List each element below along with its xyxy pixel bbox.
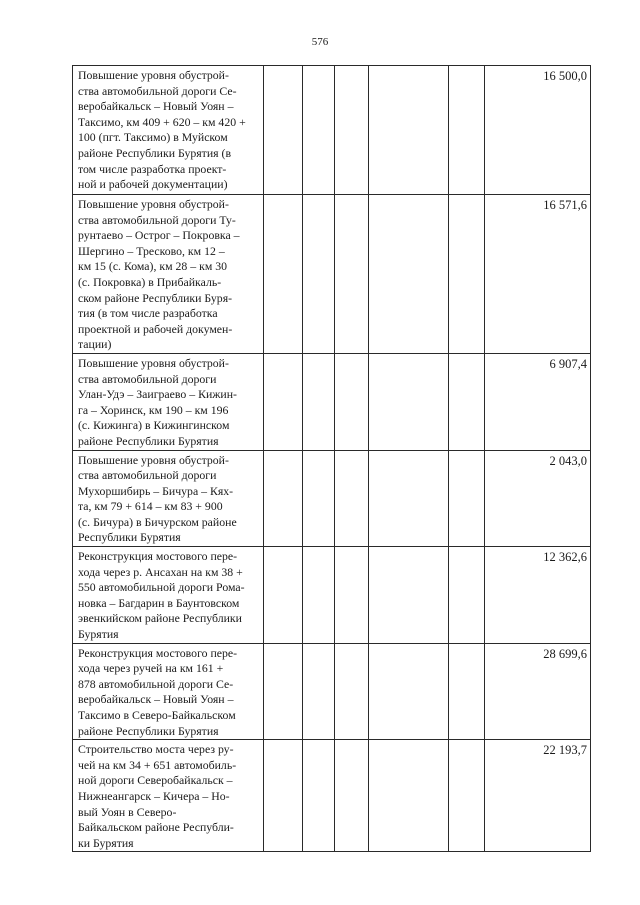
- description-line: Шергино – Тресково, км 12 –: [78, 243, 225, 258]
- description-line: ства автомобильной дороги Ту-: [78, 212, 236, 227]
- row-description: [73, 740, 264, 852]
- empty-cell: [449, 740, 485, 852]
- empty-cell: [303, 353, 335, 450]
- empty-cell: [335, 547, 369, 644]
- row-description: [73, 195, 264, 354]
- description-line: вый Уоян в Северо-: [78, 804, 177, 819]
- description-line: хода через ручей на км 161 +: [78, 661, 224, 676]
- description-line: новка – Багдарин в Баунтовском: [78, 595, 240, 610]
- empty-cell: [449, 450, 485, 547]
- empty-cell: [303, 740, 335, 852]
- description-line: км 15 (с. Кома), км 28 – км 30: [78, 259, 228, 274]
- row-amount: 2 043,0: [485, 450, 591, 547]
- empty-cell: [369, 547, 449, 644]
- empty-cell: [335, 353, 369, 450]
- description-line: том числе разработка проект-: [78, 161, 227, 176]
- description-line: Мухоршибирь – Бичура – Кях-: [78, 483, 234, 498]
- empty-cell: [369, 66, 449, 195]
- empty-cell: [449, 643, 485, 740]
- table-row: [73, 450, 591, 547]
- description-line: га – Хоринск, км 190 – км 196: [78, 402, 229, 417]
- description-line: ства автомобильной дороги: [78, 468, 217, 483]
- description-line: ной и рабочей документации): [78, 177, 228, 192]
- row-description: [73, 450, 264, 547]
- description-line: (с. Кижинга) в Кижингинском: [78, 418, 230, 433]
- row-description: [73, 547, 264, 644]
- description-line: ки Бурятия: [78, 835, 134, 850]
- table-row: [73, 740, 591, 852]
- row-amount: 16 571,6: [485, 195, 591, 354]
- table-row: [73, 643, 591, 740]
- description-line: тации): [78, 337, 112, 352]
- table-row: [73, 547, 591, 644]
- description-line: веробайкальск – Новый Уоян –: [78, 99, 234, 114]
- empty-cell: [264, 353, 303, 450]
- empty-cell: [264, 195, 303, 354]
- description-line: ства автомобильной дороги: [78, 371, 217, 386]
- row-amount: 12 362,6: [485, 547, 591, 644]
- empty-cell: [264, 66, 303, 195]
- empty-cell: [369, 450, 449, 547]
- description-line: Таксимо в Северо-Байкальском: [78, 708, 236, 722]
- description-line: районе Республики Бурятия (в: [78, 145, 232, 160]
- description-line: Повышение уровня обустрой-: [78, 355, 229, 370]
- description-line: Таксимо, км 409 + 620 – км 420 +: [78, 114, 246, 129]
- row-description: [73, 643, 264, 740]
- empty-cell: [303, 547, 335, 644]
- description-line: проектной и рабочей докумен-: [78, 321, 233, 336]
- empty-cell: [449, 66, 485, 195]
- table-row: [73, 195, 591, 354]
- description-line: 100 (пгт. Таксимо) в Муйском: [78, 130, 228, 145]
- description-line: ной дороги Северобайкальск –: [78, 773, 233, 788]
- empty-cell: [449, 353, 485, 450]
- empty-cell: [264, 450, 303, 547]
- description-line: Бурятия: [78, 627, 119, 642]
- empty-cell: [369, 643, 449, 740]
- description-line: ства автомобильной дороги Се-: [78, 83, 237, 98]
- description-line: Реконструкция мостового пере-: [78, 549, 238, 564]
- description-line: веробайкальск – Новый Уоян –: [78, 692, 234, 707]
- empty-cell: [264, 643, 303, 740]
- row-amount: 16 500,0: [485, 66, 591, 195]
- description-line: Повышение уровня обустрой-: [78, 68, 229, 82]
- empty-cell: [303, 195, 335, 354]
- row-amount: 28 699,6: [485, 643, 591, 740]
- table-row: [73, 353, 591, 450]
- empty-cell: [303, 643, 335, 740]
- empty-cell: [335, 450, 369, 547]
- row-description: [73, 66, 264, 195]
- empty-cell: [335, 66, 369, 195]
- description-line: ском районе Республики Буря-: [78, 290, 233, 305]
- description-line: районе Республики Бурятия: [78, 433, 219, 448]
- description-line: тия (в том числе разработка: [78, 306, 218, 321]
- description-line: та, км 79 + 614 – км 83 + 900: [78, 499, 223, 514]
- empty-cell: [264, 547, 303, 644]
- description-line: районе Республики Бурятия: [78, 723, 219, 738]
- row-amount: 6 907,4: [485, 353, 591, 450]
- description-line: (с. Бичура) в Бичурском районе: [78, 514, 237, 529]
- empty-cell: [303, 66, 335, 195]
- empty-cell: [449, 547, 485, 644]
- description-line: 550 автомобильной дороги Рома-: [78, 580, 245, 595]
- budget-table: [72, 65, 591, 852]
- empty-cell: [369, 353, 449, 450]
- empty-cell: [449, 195, 485, 354]
- empty-cell: [335, 195, 369, 354]
- empty-cell: [335, 740, 369, 852]
- empty-cell: [369, 195, 449, 354]
- empty-cell: [303, 450, 335, 547]
- description-line: Байкальском районе Республи-: [78, 820, 234, 835]
- table-row: [73, 66, 591, 195]
- empty-cell: [369, 740, 449, 852]
- row-description: [73, 353, 264, 450]
- description-line: Повышение уровня обустрой-: [78, 452, 229, 467]
- description-line: Повышение уровня обустрой-: [78, 197, 229, 211]
- description-line: рунтаево – Острог – Покровка –: [78, 228, 240, 243]
- description-line: Строительство моста через ру-: [78, 742, 234, 757]
- page-number: 576: [311, 36, 329, 48]
- description-line: Республики Бурятия: [78, 530, 181, 545]
- description-line: хода через р. Ансахан на км 38 +: [78, 564, 243, 579]
- empty-cell: [264, 740, 303, 852]
- description-line: (с. Покровка) в Прибайкаль-: [78, 274, 222, 289]
- row-amount: 22 193,7: [485, 740, 591, 852]
- description-line: Реконструкция мостового пере-: [78, 645, 238, 660]
- description-line: Нижнеангарск – Кичера – Но-: [78, 788, 230, 803]
- description-line: чей на км 34 + 651 автомобиль-: [78, 757, 237, 772]
- empty-cell: [335, 643, 369, 740]
- description-line: Улан-Удэ – Заиграево – Кижин-: [78, 387, 237, 402]
- description-line: 878 автомобильной дороги Се-: [78, 676, 234, 691]
- description-line: эвенкийском районе Республики: [78, 611, 242, 626]
